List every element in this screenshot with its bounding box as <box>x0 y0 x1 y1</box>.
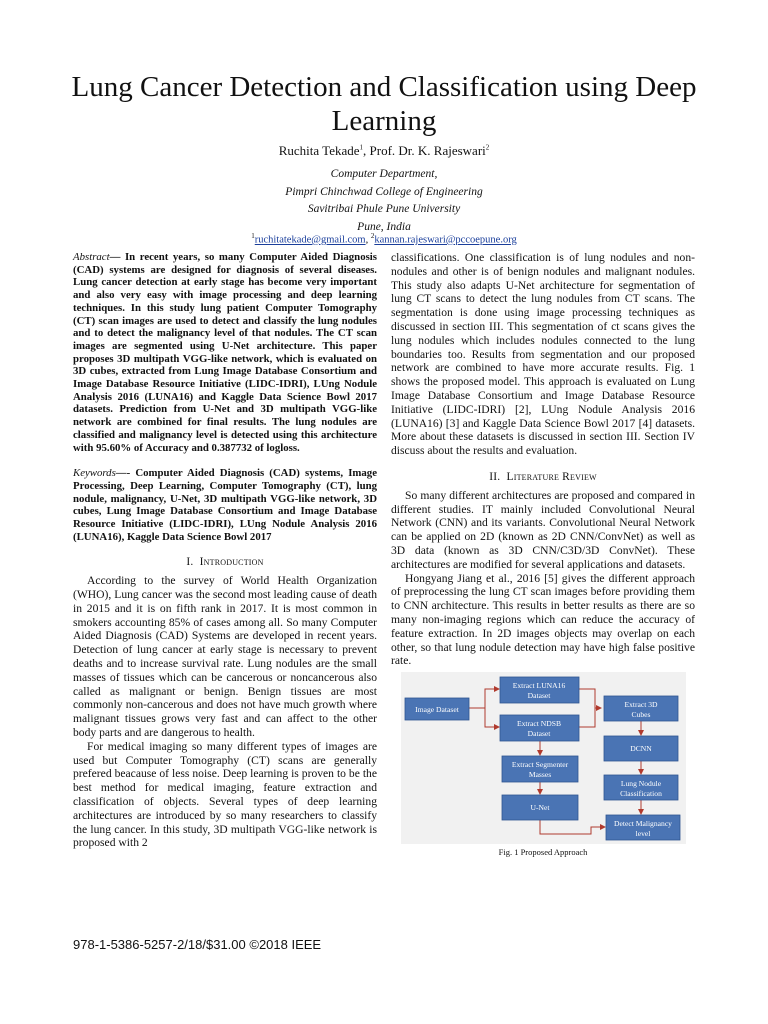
email-2-mark: 2 <box>370 232 375 240</box>
affiliation-department: Computer Department, <box>330 168 438 180</box>
affiliation-university: Savitribai Phule Pune University <box>307 203 461 215</box>
section-heading-literature-review <box>391 471 695 485</box>
email-link-1[interactable]: ruchitatekade@gmail.com <box>254 234 366 246</box>
intro-paragraph-1: According to the survey of World Health Organization (WHO), Lung cancer was the second most leading cause of death in 2015 and it is on fifth rank in 2017. It is most common in smokers accounting 85% of cases among all. So many Computer Aided Diagnosis (CAD) Systems are developed in recent years. Detection of lung cancer at early stage is necessary to prevent deaths and to increase survival rate. Lung nodules are the small masses of tissues which can be cancerous or noncancerous also called as malignant or benign. Benign tissues are most commonly non-cancerous and does not have much growth where malignant tissues grows very fast and can affect to the other body parts and are dangerous to health. <box>73 574 377 740</box>
label-malignancy-2: level <box>635 829 651 839</box>
author-1-mark: 1 <box>359 143 364 152</box>
left-column <box>73 251 377 850</box>
abstract-dash: — <box>109 251 125 263</box>
label-cubes-1: Extract 3D <box>624 700 658 710</box>
copyright-footer: 978-1-5386-5257-2/18/$31.00 ©2018 IEEE <box>73 937 322 952</box>
affiliation-block <box>40 166 728 236</box>
label-dcnn: DCNN <box>630 744 652 754</box>
label-cubes-2: Cubes <box>631 710 651 720</box>
abstract-label: Abstract <box>73 251 110 263</box>
proposed-approach-figure <box>401 672 686 844</box>
intro-paragraph-2: For medical imaging so many different types of images are used but Computer Tomography (CT) scans are generally prefered beacause of less noise. Deep learning is proven to be the best method for medical imaging, feature extraction and classification of objects. Several types of deep learning architectures are introduced by so many researchers to classify the lung cancer. In this study, 3D multipath VGG-like network is proposed with 2 <box>73 739 377 850</box>
keywords-label: Keywords <box>73 467 116 480</box>
section-heading-introduction <box>73 556 377 570</box>
figure-caption: Fig. 1 Proposed Approach <box>498 847 588 858</box>
author-line <box>40 143 728 159</box>
keywords-dash: —- <box>115 467 136 480</box>
label-unet: U-Net <box>530 803 550 813</box>
label-segmenter-2: Masses <box>528 770 552 780</box>
label-malignancy-1: Detect Malignancy <box>614 819 672 829</box>
intro-continued-paragraph: classifications. One classification is of lung nodules and non-nodules and other is of benign nodules and malignant nodules. This study also adapts U-Net architecture for segmentation of lung CT scans to detect the lung nodules from CT scans. The segmentation is done using image processing techniques as discussed in section III. This segmentation of ct scans gives the lung nodules which includes nodules connected to the lung boundaries too. Results from segmentation and our proposed network are combined to have more accurate results. Fig. 1 shows the proposed model. This approach is evaluated on Lung Image Database Consortium and Image Database Resource Initiative (LIDC-IDRI) [2], LUng Nodule Analysis 2016 (LUNA16) [3] and Kaggle Data Science Bowl 2017 [4] datasets. More about these datasets is discussed in section III. Section IV discuss about the results and evaluation. <box>391 251 695 458</box>
affiliation-college: Pimpri Chinchwad College of Engineering <box>285 185 483 198</box>
label-nodule-2: Classification <box>620 789 662 799</box>
email-link-2[interactable]: kannan.rajeswari@pccoepune.org <box>374 234 517 246</box>
label-ndsb-1: Extract NDSB <box>516 719 562 729</box>
literature-paragraph-1: So many different architectures are proposed and compared in different studies. IT mainly included Convolutional Neural Network (CNN) and its variants. Convolutional Neural Network can be applied on 2D (known as 2D CNN/ConvNet) as well as 3D data (known as 3D CNN/C3D/3D ConvNet). These architectures are modified for several applications and datasets. <box>391 488 695 571</box>
section-2-number: II. <box>489 470 501 483</box>
abstract-text: In recent years, so many Computer Aided Diagnosis (CAD) systems are designed for diagnosis of several diseases. Lung cancer detection at early stage has become very important and also very easy with image processing and deep learning techniques. In this study lung patient Computer Tomography (CT) scan images are used to detect and classify the lung nodules and to detect the malignancy level of that nodules. The CT scan images are segmented using U-Net architecture. This paper proposes 3D multipath VGG-like network, which is evaluated on 3D cubes, extracted from Lung Image Database Consortium and Image Database Resource Initiative (LIDC-IDRI), LUng Nodule Analysis 2016 (LUNA16) and Kaggle Data Science Bowl 2017 datasets. Prediction from U-Net and 3D multipath VGG-like network are combined for final results. The lung nodules are classified and malignancy level is detected using this architecture with 95.60% of Accuracy and 0.387732 of logloss. <box>73 251 377 454</box>
keywords <box>73 467 377 543</box>
label-image-dataset: Image Dataset <box>415 705 459 715</box>
label-nodule-1: Lung Nodule <box>620 779 662 789</box>
email-1-mark: 1 <box>251 232 255 240</box>
right-column <box>391 251 695 860</box>
section-2-title: Literature Review <box>506 470 597 483</box>
affiliation-location: Pune, India <box>357 220 411 233</box>
label-segmenter-1: Extract Segmenter <box>511 760 569 770</box>
section-1-title: Introduction <box>199 556 264 569</box>
paper-title: Lung Cancer Detection and Classification using Deep Learning <box>71 71 697 137</box>
abstract <box>73 251 377 454</box>
label-ndsb-2: Dataset <box>527 729 551 739</box>
author-separator: , <box>363 143 370 158</box>
section-1-number: I. <box>186 556 194 569</box>
label-luna16-1: Extract LUNA16 <box>512 681 566 691</box>
email-line <box>40 232 728 246</box>
label-luna16-2: Dataset <box>527 691 551 701</box>
author-2-mark: 2 <box>485 143 490 152</box>
keywords-text: Computer Aided Diagnosis (CAD) systems, Image Processing, Deep Learning, Computer Tomography (CT), lung nodule, malignancy, U-Net, 3D multipath VGG-like network, 3D cubes, Lung Image Database Consortium and Image Database Resource Initiative (LIDC-IDRI), LUng Nodule Analysis 2016 (LUNA16), Kaggle Data Science Bowl 2017 <box>73 467 377 543</box>
email-separator: , <box>365 234 371 246</box>
author-2: Prof. Dr. K. Rajeswari <box>369 143 486 158</box>
flow-diagram <box>401 672 686 844</box>
literature-paragraph-2: Hongyang Jiang et al., 2016 [5] gives the different approach of preprocessing the lung CT scan images before providing them to CNN architecture. This results in better results as there are so many non-imaging regions which can reduce the accuracy of feature extraction. In 2D images objects may overlap on each other, so that lung nodule detection may have high false positive rate. <box>391 571 695 668</box>
author-1: Ruchita Tekade <box>278 143 360 158</box>
